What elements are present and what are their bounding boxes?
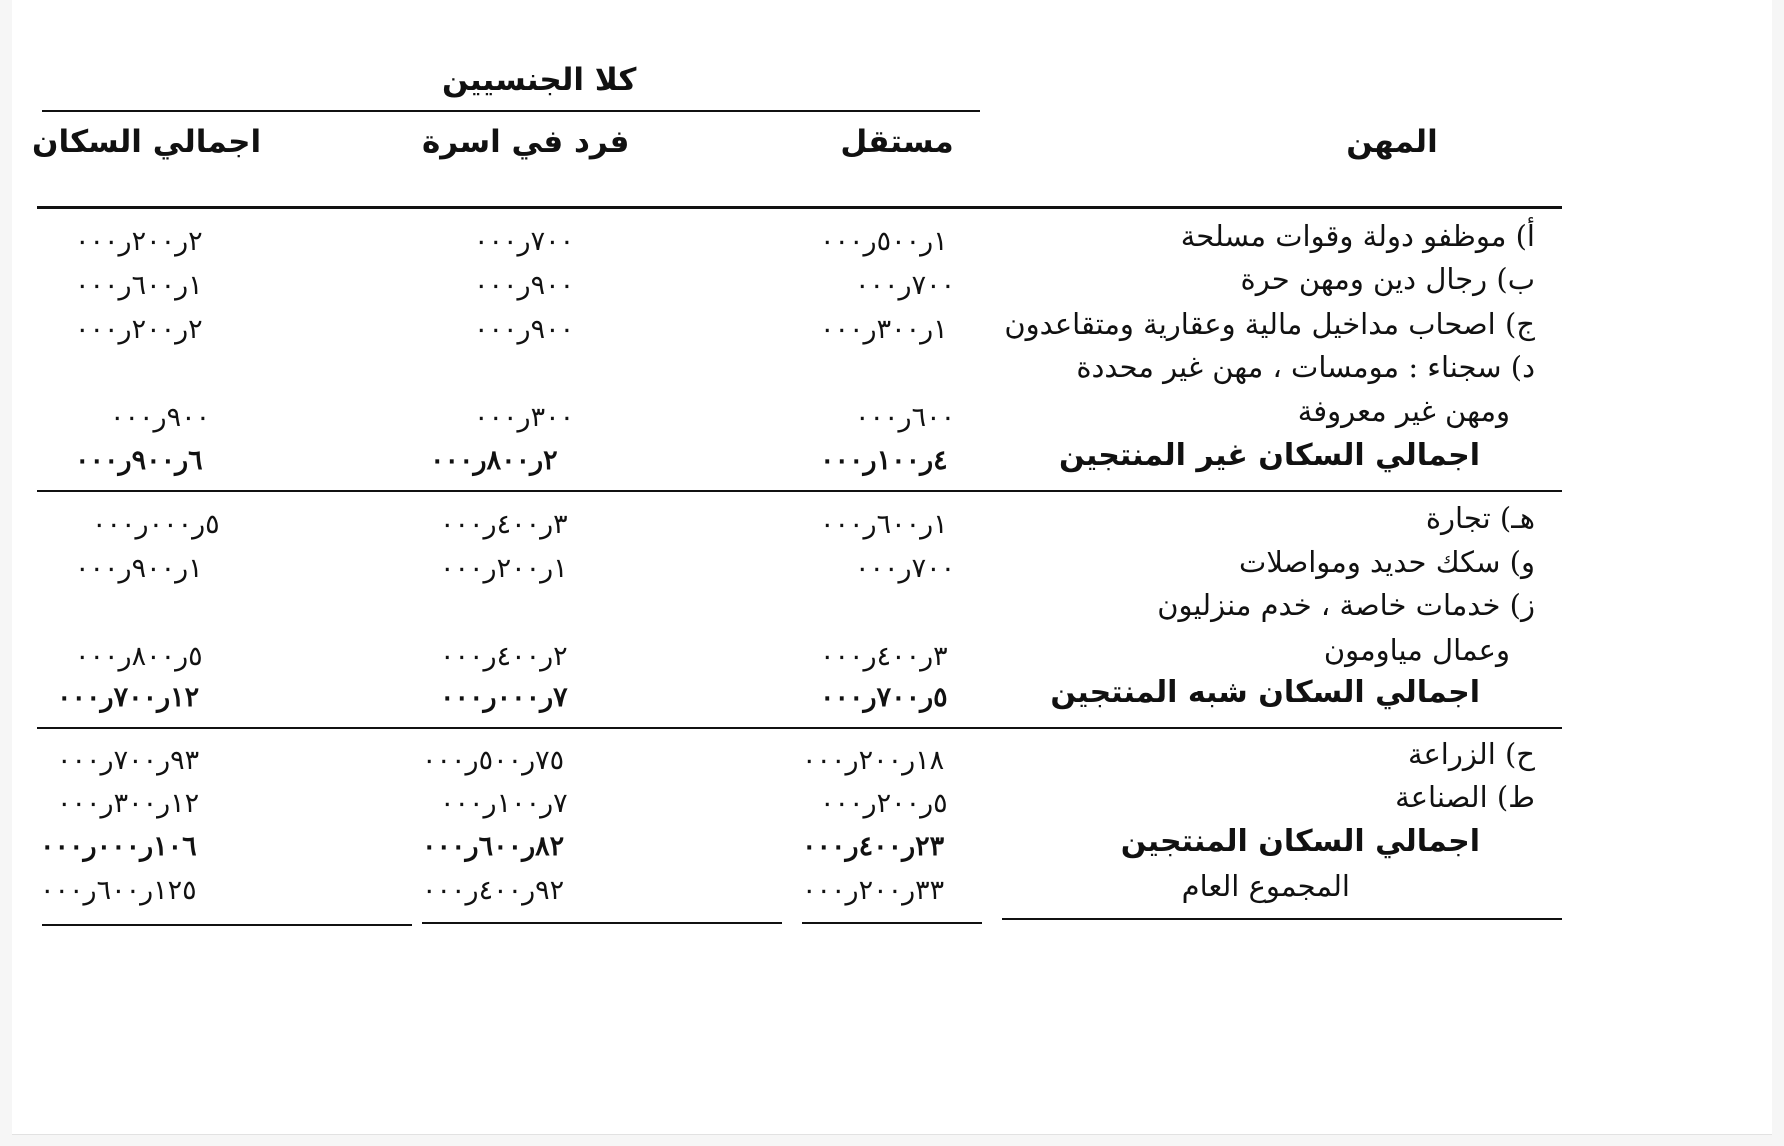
- cell-family: ٧ر١٠٠ر٠٠٠: [440, 788, 568, 819]
- row-label: ح) الزراعة: [1407, 737, 1535, 771]
- row-label: و) سكك حديد ومواصلات: [1239, 545, 1535, 579]
- cell-independent: ٤ر١٠٠ر٠٠٠: [820, 445, 948, 476]
- cell-independent: ٣ر٤٠٠ر٠٠٠: [820, 641, 948, 672]
- cell-family: ١ر٢٠٠ر٠٠٠: [440, 553, 568, 584]
- header-col-occupations: المهن: [1346, 124, 1438, 160]
- row-label: ومهن غير معروفة: [1297, 394, 1510, 428]
- cell-independent: ٦٠٠ر٠٠٠: [855, 402, 956, 433]
- row-label: هـ) تجارة: [1425, 501, 1535, 535]
- row-label: ط) الصناعة: [1395, 780, 1535, 814]
- header-col-family-member: فرد في اسرة: [422, 124, 630, 160]
- cell-independent: ٥ر٢٠٠ر٠٠٠: [820, 788, 948, 819]
- cell-total: ١٢ر٣٠٠ر٠٠٠: [57, 788, 200, 819]
- cell-total: ١٢٥ر٦٠٠ر٠٠٠: [40, 875, 197, 906]
- cell-family: ٧٥ر٥٠٠ر٠٠٠: [422, 745, 565, 776]
- header-col-total-population: اجمالي السكان: [32, 124, 262, 160]
- subtotal-label-nonproductive: اجمالي السكان غير المنتجين: [1058, 438, 1480, 473]
- cell-total: ٢ر٢٠٠ر٠٠٠: [75, 314, 203, 345]
- cell-family: ٣٠٠ر٠٠٠: [474, 402, 575, 433]
- section-rule-1: [37, 490, 1562, 492]
- bottom-rule-labels: [1002, 918, 1562, 920]
- cell-total: ٩٣ر٧٠٠ر٠٠٠: [57, 745, 200, 776]
- header-group-underline: [42, 110, 980, 112]
- row-label: ز) خدمات خاصة ، خدم منزليون: [1157, 588, 1535, 622]
- row-label: ب) رجال دين ومهن حرة: [1240, 262, 1535, 296]
- bottom-rule-independent: [802, 922, 982, 924]
- cell-independent: ١ر٥٠٠ر٠٠٠: [820, 226, 948, 257]
- header-group-both-sexes: كلا الجنسيين: [442, 62, 637, 98]
- bottom-rule-total: [42, 924, 412, 926]
- header-col-independent: مستقل: [840, 124, 954, 160]
- row-label: ج) اصحاب مداخيل مالية وعقارية ومتقاعدون: [1004, 307, 1535, 341]
- cell-family: ٩٠٠ر٠٠٠: [474, 314, 575, 345]
- cell-family: ٩٠٠ر٠٠٠: [474, 270, 575, 301]
- cell-total: ٦ر٩٠٠ر٠٠٠: [75, 445, 203, 476]
- cell-total: ٥ر٠٠٠ر٠٠٠: [92, 509, 220, 540]
- cell-independent: ٧٠٠ر٠٠٠: [855, 553, 956, 584]
- cell-independent: ٣٣ر٢٠٠ر٠٠٠: [802, 875, 945, 906]
- cell-independent: ١٨ر٢٠٠ر٠٠٠: [802, 745, 945, 776]
- cell-family: ٣ر٤٠٠ر٠٠٠: [440, 509, 568, 540]
- cell-family: ٩٢ر٤٠٠ر٠٠٠: [422, 875, 565, 906]
- cell-independent: ١ر٦٠٠ر٠٠٠: [820, 509, 948, 540]
- cell-family: ٢ر٤٠٠ر٠٠٠: [440, 641, 568, 672]
- grand-total-label: المجموع العام: [1181, 869, 1350, 903]
- cell-total: ١٠٦ر٠٠٠ر٠٠٠: [40, 831, 197, 862]
- row-label: أ) موظفو دولة وقوات مسلحة: [1180, 219, 1535, 253]
- cell-family: ٧٠٠ر٠٠٠: [474, 226, 575, 257]
- section-rule-2: [37, 727, 1562, 729]
- subtotal-label-productive: اجمالي السكان المنتجين: [1120, 824, 1480, 859]
- occupations-table-page: [12, 0, 1772, 1135]
- cell-family: ٨٢ر٦٠٠ر٠٠٠: [422, 831, 565, 862]
- cell-family: ٧ر٠٠٠ر٠٠٠: [440, 682, 568, 713]
- cell-independent: ٢٣ر٤٠٠ر٠٠٠: [802, 831, 945, 862]
- subtotal-label-semiproductive: اجمالي السكان شبه المنتجين: [1050, 675, 1480, 710]
- cell-total: ٥ر٨٠٠ر٠٠٠: [75, 641, 203, 672]
- cell-independent: ٥ر٧٠٠ر٠٠٠: [820, 682, 948, 713]
- bottom-rule-family: [422, 922, 782, 924]
- cell-total: ٢ر٢٠٠ر٠٠٠: [75, 226, 203, 257]
- cell-total: ٩٠٠ر٠٠٠: [110, 402, 211, 433]
- cell-family: ٢ر٨٠٠ر٠٠٠: [430, 445, 558, 476]
- cell-independent: ١ر٣٠٠ر٠٠٠: [820, 314, 948, 345]
- header-bottom-rule: [37, 206, 1562, 209]
- row-label: د) سجناء : مومسات ، مهن غير محددة: [1076, 350, 1535, 384]
- cell-independent: ٧٠٠ر٠٠٠: [855, 270, 956, 301]
- cell-total: ١ر٦٠٠ر٠٠٠: [75, 270, 203, 301]
- cell-total: ١ر٩٠٠ر٠٠٠: [75, 553, 203, 584]
- row-label: وعمال مياومون: [1323, 633, 1510, 667]
- cell-total: ١٢ر٧٠٠ر٠٠٠: [57, 682, 200, 713]
